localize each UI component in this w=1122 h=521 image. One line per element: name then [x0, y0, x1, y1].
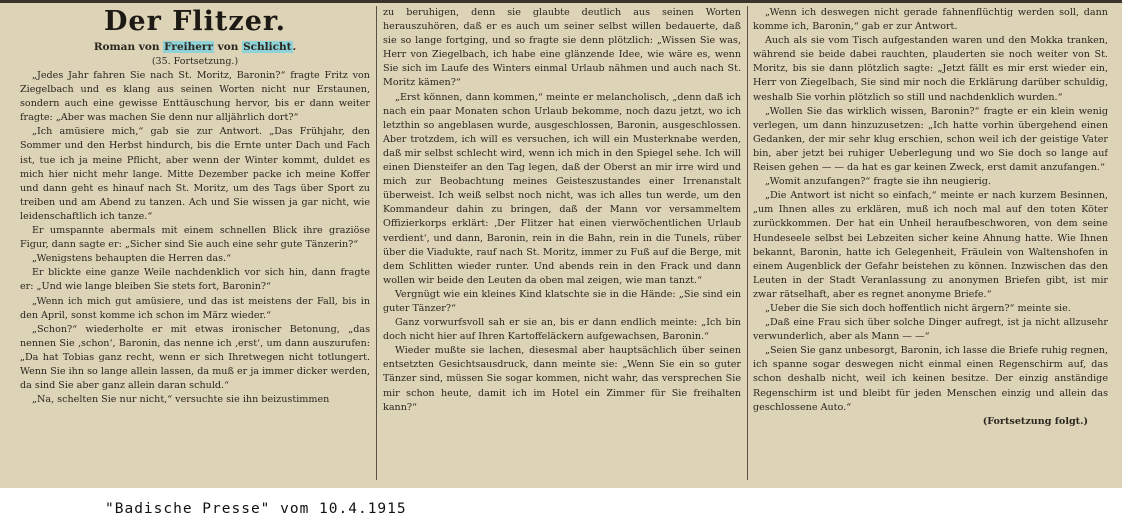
- paragraph: „Jedes Jahr fahren Sie nach St. Moritz, Baronin?“ fragte Fritz von Ziegelbach und es klang aus seinen Worten nicht nur Erstaunen, sondern auch eine gewisse Enttäuschung hervor, bis er dann weiter fragte: „Aber was machen Sie denn nur alljährlich dort?“: [20, 70, 370, 124]
- article-column-1: [20, 6, 370, 482]
- byline-end: .: [292, 41, 297, 53]
- continuation-signoff: (Fortsetzung folgt.): [982, 415, 1088, 427]
- paragraph: Auch als sie vom Tisch aufgestanden waren und den Mokka tranken, während sie beide dabei rauchten, plauderten sie noch weiter von St. Moritz, bis sie dann plötzlich sagte: „Jetzt fällt es mir erst wieder ein, Herr von Ziegelbach, Sie sind mir noch die Erklärung darüber schuldig, weshalb Sie vorhin plötzlich so still und nachdenklich wurden.“: [753, 35, 1108, 103]
- top-border: [0, 0, 1122, 3]
- article-column-2: [383, 6, 741, 482]
- paragraph: Er blickte eine ganze Weile nachdenklich vor sich hin, dann fragte er: „Und wie lange bleiben Sie stets fort, Baronin?“: [20, 267, 370, 293]
- paragraph: „Na, schelten Sie nur nicht,“ versuchte sie ihn beizustimmen: [32, 394, 330, 406]
- byline-author-name: Schlicht: [243, 41, 292, 53]
- continuation-note: (35. Fortsetzung.): [151, 56, 239, 67]
- paragraph: „Womit anzufangen?“ fragte sie ihn neugierig.: [765, 176, 991, 188]
- paragraph: zu beruhigen, denn sie glaubte deutlich aus seinen Worten herauszuhören, daß er es auch um seiner selbst willen bedauerte, daß sie so lange fortging, und so fragte sie denn plötzlich: „Wissen Sie was, Herr von Ziegelbach, ich habe eine glänzende Idee, wie wäre es, wenn Sie sich im Laufe des Winters einmal Urlaub nähmen und auch nach St. Moritz kämen?“: [383, 7, 741, 89]
- paragraph: „Ich amüsiere mich,“ gab sie zur Antwort. „Das Frühjahr, den Sommer und den Herbst hindurch, bis die Ernte unter Dach und Fach ist, tue ich ja meine Pflicht, aber wenn der Winter kommt, duldet es mich hier nicht mehr lange. Mitte Dezember packe ich meine Koffer und dann geht es hinauf nach St. Moritz, um des Tags über Sport zu treiben und am Abend zu tanzen. Ach und Sie wissen ja gar nicht, wie leidenschaftlich ich tanze.“: [20, 126, 370, 222]
- column-divider: [376, 6, 377, 480]
- paragraph: Ganz vorwurfsvoll sah er sie an, bis er dann endlich meinte: „Ich bin doch nicht hier auf Ihren Kartoffeläckern aufgewachsen, Baronin.“: [383, 317, 741, 343]
- paragraph: Wieder mußte sie lachen, diesesmal aber hauptsächlich über seinen entsetzten Gesichtsausdruck, dann meinte sie: „Wenn Sie ein so guter Tänzer sind, müssen Sie sogar kommen, nicht wahr, das versprechen Sie mir schon heute, damit ich im Hotel ein Zimmer für Sie freihalten kann?“: [383, 345, 741, 413]
- article-column-3: [753, 6, 1108, 482]
- paragraph: „Wenigstens behaupten die Herren das.“: [32, 253, 231, 265]
- byline-von: von: [217, 41, 239, 53]
- article-byline: [20, 40, 370, 55]
- article-title: Der Flitzer.: [103, 6, 287, 37]
- paragraph: „Wenn ich deswegen nicht gerade fahnenflüchtig werden soll, dann komme ich, Baronin,“ gab er zur Antwort.: [753, 7, 1108, 33]
- byline-prefix: Roman von: [93, 41, 160, 53]
- column-divider: [747, 6, 748, 480]
- paragraph: Er umspannte abermals mit einem schnellen Blick ihre graziöse Figur, dann sagte er: „Sicher sind Sie auch eine sehr gute Tänzerin?“: [20, 225, 370, 251]
- paragraph: Vergnügt wie ein kleines Kind klatschte sie in die Hände: „Sie sind ein guter Tänzer?“: [383, 288, 741, 314]
- paragraph: „Die Antwort ist nicht so einfach,“ meinte er nach kurzem Besinnen, „um Ihnen alles zu erklären, muß ich noch mal auf den toten Köter zurückkommen. Der hat ein Unheil heraufbeschworen, von dem seine Hundeseele selbst bei Lebzeiten sicher keine Ahnung hatte. Wie Ihnen bekannt, Baronin, hatte ich Gelegenheit, Fräulein von Waltenshofen in einem Augenblick der Gefahr beistehen zu können. Inzwischen das den Leuten in der Stadt Veranlassung zu anonymen Briefen gibt, ist mir zwar rätselhaft, aber es regnet anonyme Briefe.“: [753, 190, 1108, 300]
- paragraph: „Schon?“ wiederholte er mit etwas ironischer Betonung, „das nennen Sie ‚schon‘, Baronin, das nenne ich ‚erst‘, um dann auszurufen: „Da hat Tobias ganz recht, wenn er sich Ihretwegen nicht totlungert. Wenn Sie ihn so lange allein lassen, da muß er ja immer dicker werden, da sind Sie aber ganz allein daran schuld.“: [20, 323, 370, 392]
- paragraph: „Ueber die Sie sich doch hoffentlich nicht ärgern?“ meinte sie.: [765, 302, 1071, 314]
- paragraph: „Wollen Sie das wirklich wissen, Baronin?“ fragte er ein klein wenig verlegen, um dann hinzuzusetzen: „Ich hatte vorhin übergehend einen Gedanken, der mir sehr klug erschien, schon weil ich der geistige Vater bin, aber jetzt bei ruhiger Ueberlegung und wo Sie doch so lange auf Reisen gehen — — da hat es gar keinen Zweck, erst damit anzufangen.“: [753, 105, 1108, 174]
- source-caption: "Badische Presse" vom 10.4.1915: [105, 501, 407, 517]
- paragraph: „Erst können, dann kommen,“ meinte er melancholisch, „denn daß ich nach ein paar Monaten schon Urlaub bekomme, noch dazu jetzt, wo ich letzthin so angeblasen wurde, ausgeschlossen, Baronin, ausgeschlossen. Aber trotzdem, ich will es versuchen, ich will ein Musterknabe werden, daß mir selbst schlecht wird, wenn ich mich in den Spiegel sehe. Ich will einen Diensteifer an den Tag legen, daß der Oberst an mir irre wird und mich zur Beobachtung meines Geisteszustandes einer Irrenanstalt überweist. Ich weiß selbst noch nicht, was ich alles tun werde, um den Kommandeur dahin zu bringen, daß der Mann vor versammeltem Offizierkorps erklärt: ‚Der Flitzer hat einen vierwöchentlichen Urlaub verdient‘, und dann, Baronin, rein in die Bahn, rein in die Tunels, rüber über die Viadukte, rauf nach St. Moritz, immer zu Fuß auf die Berge, mit dem Schlitten wieder runter. Und abends rein in den Frack und dann wollen wir beide den Leuten da oben mal zeigen, wie man tanzt.“: [383, 91, 741, 286]
- paragraph: „Seien Sie ganz unbesorgt, Baronin, ich lasse die Briefe ruhig regnen, ich spanne sogar deswegen nicht einmal einen Regenschirm auf, das schon deshalb nicht, weil ich keinen besitze. Der einzig anständige Regenschirm ist und bleibt für jeden Menschen einzig und allein das geschlossene Auto.“: [753, 345, 1108, 413]
- paragraph: „Daß eine Frau sich über solche Dinger aufregt, ist ja nicht allzusehr verwunderlich, aber als Mann — —“: [753, 317, 1108, 343]
- byline-author-title: Freiherr: [164, 41, 213, 53]
- paragraph: „Wenn ich mich gut amüsiere, und das ist meistens der Fall, bis in den April, sonst komme ich schon im März wieder.“: [20, 295, 370, 321]
